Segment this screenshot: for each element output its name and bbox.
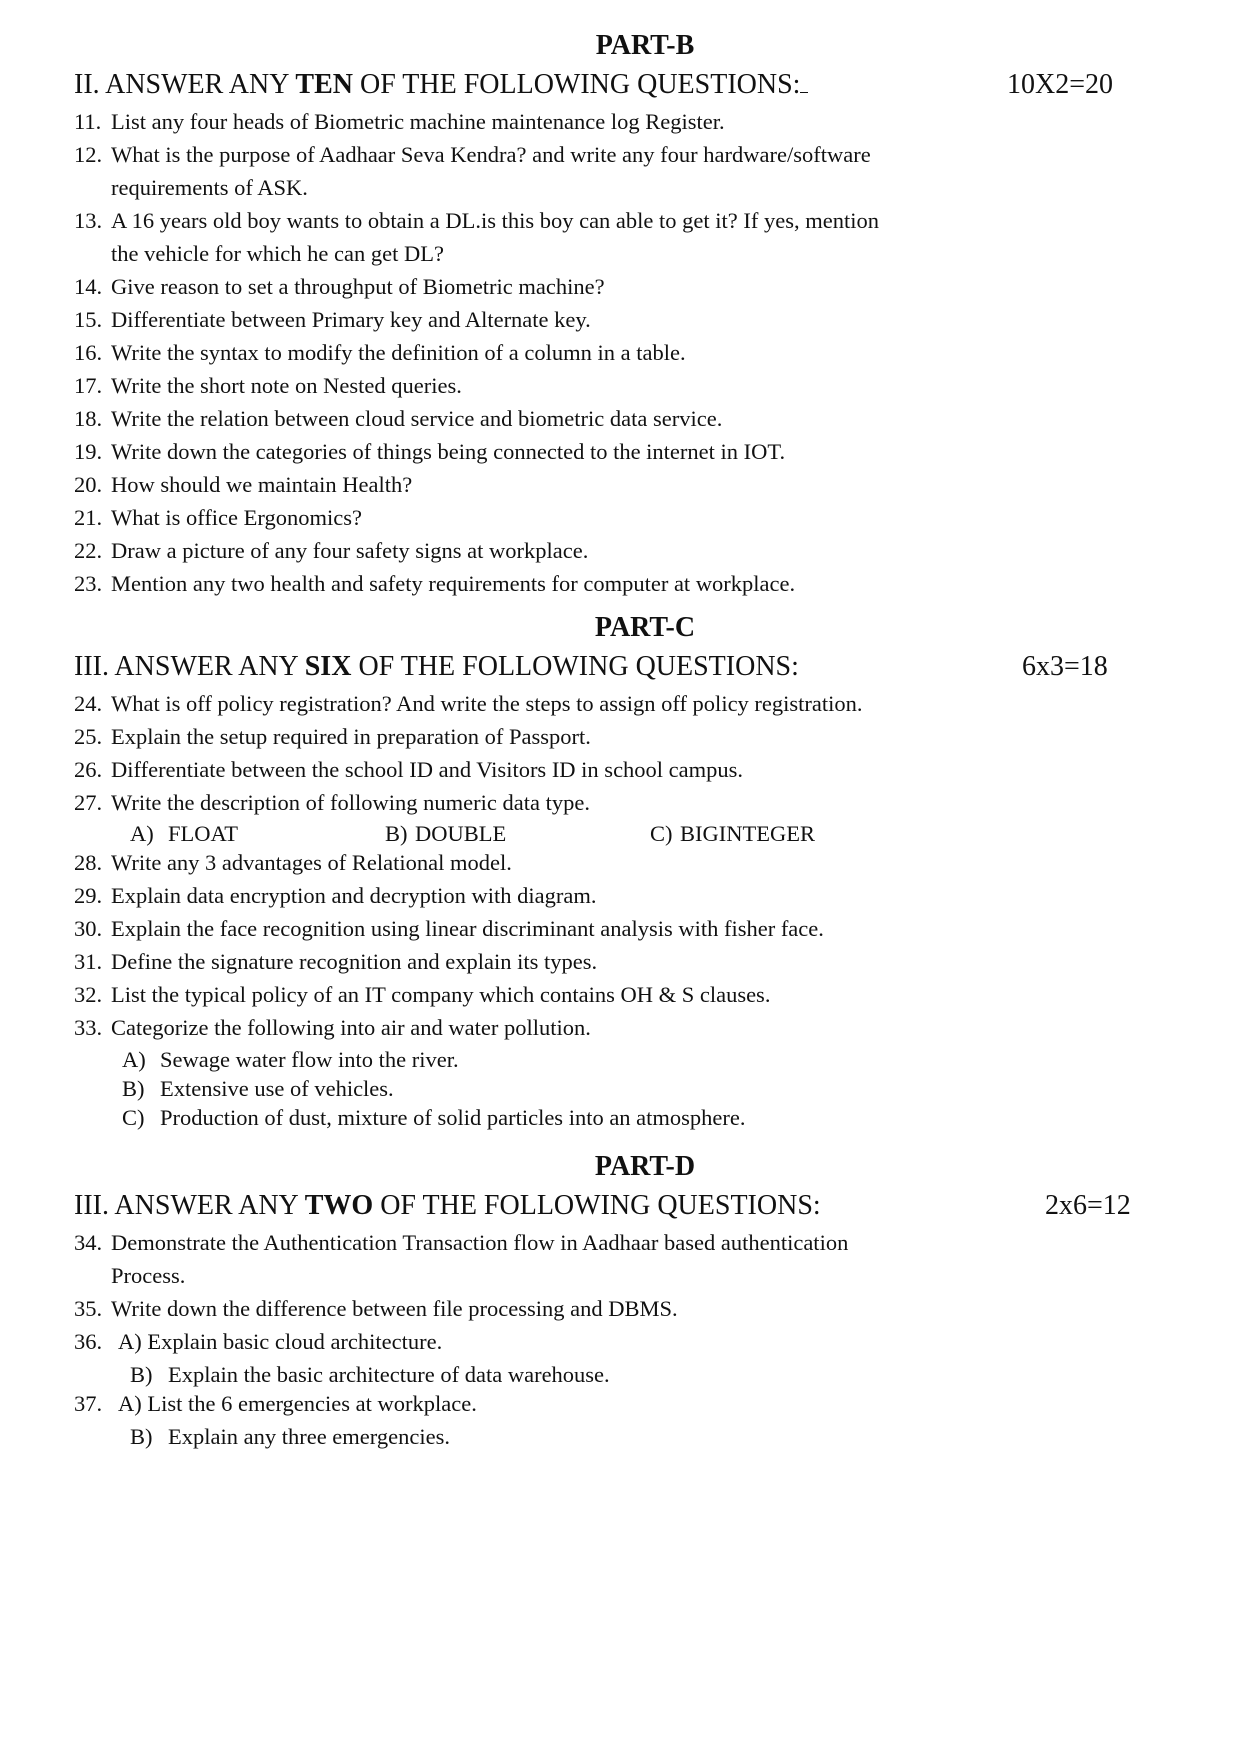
question-24: 24. What is off policy registration? And write the steps to assign off policy registration. bbox=[74, 691, 863, 716]
question-19: 19. Write down the categories of things being connected to the internet in IOT. bbox=[74, 439, 786, 464]
question-22: 22. Draw a picture of any four safety signs at workplace. bbox=[74, 538, 589, 563]
question-13-cont: the vehicle for which he can get DL? bbox=[111, 241, 444, 266]
part-b-heading-rest: OF THE FOLLOWING QUESTIONS: bbox=[352, 69, 801, 100]
part-d-title: PART-D bbox=[594, 1151, 696, 1182]
part-c-marks: 6x3=18 bbox=[1022, 651, 1108, 682]
question-13: 13. A 16 years old boy wants to obtain a DL.is this boy can able to get it? If yes, mention bbox=[74, 208, 879, 233]
part-b-heading bbox=[74, 68, 1141, 102]
q27-option-a: A) FLOAT bbox=[130, 821, 239, 846]
part-b-marks: 10X2=20 bbox=[1007, 69, 1114, 100]
question-26: 26. Differentiate between the school ID and Visitors ID in school campus. bbox=[74, 757, 744, 782]
question-28: 28. Write any 3 advantages of Relational model. bbox=[74, 850, 512, 875]
part-d-heading-keyword: TWO bbox=[304, 1190, 374, 1221]
question-21: 21. What is office Ergonomics? bbox=[74, 505, 362, 530]
question-18: 18. Write the relation between cloud service and biometric data service. bbox=[74, 406, 723, 431]
question-23: 23. Mention any two health and safety requirements for computer at workplace. bbox=[74, 571, 796, 596]
part-b-title: PART-B bbox=[595, 30, 695, 61]
question-14: 14. Give reason to set a throughput of Biometric machine? bbox=[74, 274, 605, 299]
q27-option-b: B) DOUBLE bbox=[385, 821, 507, 846]
part-c-title: PART-C bbox=[594, 612, 696, 643]
answer-blank bbox=[800, 70, 808, 93]
question-12: 12. What is the purpose of Aadhaar Seva Kendra? and write any four hardware/software bbox=[74, 142, 871, 167]
part-b-heading-prefix: II. ANSWER ANY bbox=[74, 69, 296, 100]
part-c-heading-prefix: III. ANSWER ANY bbox=[74, 651, 305, 682]
question-34: 34. Demonstrate the Authentication Transaction flow in Aadhaar based authentication bbox=[74, 1230, 849, 1255]
question-25: 25. Explain the setup required in preparation of Passport. bbox=[74, 724, 591, 749]
question-20: 20. How should we maintain Health? bbox=[74, 472, 413, 497]
question-27: 27. Write the description of following numeric data type. bbox=[74, 790, 590, 815]
question-15: 15. Differentiate between Primary key and Alternate key. bbox=[74, 307, 591, 332]
q37-option-b: B) Explain any three emergencies. bbox=[130, 1424, 450, 1449]
q33-option-c: C) Production of dust, mixture of solid particles into an atmosphere. bbox=[122, 1105, 746, 1130]
question-17: 17. Write the short note on Nested queries. bbox=[74, 373, 462, 398]
question-37: 37. A) List the 6 emergencies at workplace. bbox=[74, 1391, 477, 1416]
question-12-cont: requirements of ASK. bbox=[111, 175, 308, 200]
part-d-heading-rest: OF THE FOLLOWING QUESTIONS: bbox=[373, 1190, 821, 1221]
q36-option-b: B) Explain the basic architecture of data warehouse. bbox=[130, 1362, 610, 1387]
q33-option-a: A) Sewage water flow into the river. bbox=[122, 1047, 459, 1072]
question-29: 29. Explain data encryption and decryption with diagram. bbox=[74, 883, 597, 908]
part-c-heading-rest: OF THE FOLLOWING QUESTIONS: bbox=[351, 651, 799, 682]
question-33: 33. Categorize the following into air and water pollution. bbox=[74, 1015, 591, 1040]
question-35: 35. Write down the difference between file processing and DBMS. bbox=[74, 1296, 678, 1321]
question-31: 31. Define the signature recognition and explain its types. bbox=[74, 949, 598, 974]
q33-option-b: B) Extensive use of vehicles. bbox=[122, 1076, 394, 1101]
question-36: 36. A) Explain basic cloud architecture. bbox=[74, 1329, 443, 1354]
part-d-heading bbox=[74, 1189, 1141, 1223]
q27-option-c: C) BIGINTEGER bbox=[650, 821, 815, 846]
part-c-heading-keyword: SIX bbox=[304, 651, 352, 682]
part-c-heading bbox=[74, 650, 1141, 684]
question-11: 11. List any four heads of Biometric machine maintenance log Register. bbox=[74, 109, 725, 134]
question-16: 16. Write the syntax to modify the definition of a column in a table. bbox=[74, 340, 686, 365]
part-b-heading-keyword: TEN bbox=[295, 69, 353, 100]
part-d-heading-prefix: III. ANSWER ANY bbox=[74, 1190, 305, 1221]
question-30: 30. Explain the face recognition using linear discriminant analysis with fisher face. bbox=[74, 916, 824, 941]
part-d-marks: 2x6=12 bbox=[1045, 1190, 1131, 1221]
question-34-cont: Process. bbox=[111, 1263, 186, 1288]
question-32: 32. List the typical policy of an IT company which contains OH & S clauses. bbox=[74, 982, 771, 1007]
